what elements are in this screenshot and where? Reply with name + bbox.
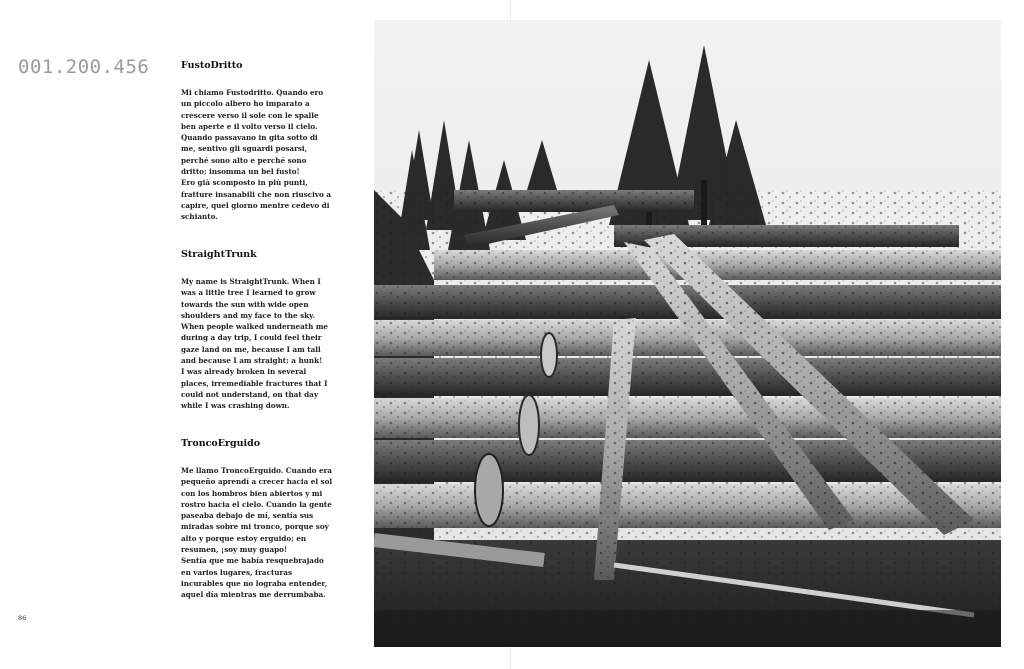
section-body: Me llamo TroncoErguido. Cuando era pequeño aprendí a crecer hacia el sol con los hombros bien abiertos y mi rostro hacia el cielo. Cuando la gente paseaba debajo de mí, sentía sus miradas sobre mi tronco, porque soy alto y porque estoy erguido; en resumen, ¡soy muy guapo! Sentía que me había resquebrajado en varios lugares, fracturas incurables que no lograba entender, aquel día mientras me derrumbaba.: [181, 466, 333, 600]
section-title: StraightTrunk: [181, 249, 257, 260]
page-number: 86: [18, 614, 27, 622]
section-spanish: [181, 438, 333, 601]
logs-image: [374, 20, 1001, 647]
section-body: My name is StraightTrunk. When I was a little tree I learned to grow towards the sun with wide open shoulders and my face to the sky. When people walked underneath me during a day trip, I could feel their gaze land on me, because I am tall and because I am straight; a hunk! I was already broken in several places, irremediable fractures that I could not understand, on that day while I was crashing down.: [181, 277, 328, 411]
felled-logs-photo: [374, 20, 1001, 647]
section-title: FustoDritto: [181, 60, 243, 71]
section-body: Mi chiamo Fustodritto. Quando ero un piccolo albero ho imparato a crescere verso il sole con le spalle ben aperte e il volto verso il cielo. Quando passavano in gita sotto di me, sentivo gli sguardi posarsi, perché sono alto e perché sono dritto; insomma un bel fusto! Ero già scomposto in più punti, fratture insanabili che non riuscivo a capire, quel giorno mentre cedevo di schianto.: [181, 88, 331, 222]
code-number: 001.200.456: [18, 56, 150, 78]
section-italian: [181, 60, 333, 223]
section-english: [181, 249, 333, 412]
section-title: TroncoErguido: [181, 438, 261, 449]
